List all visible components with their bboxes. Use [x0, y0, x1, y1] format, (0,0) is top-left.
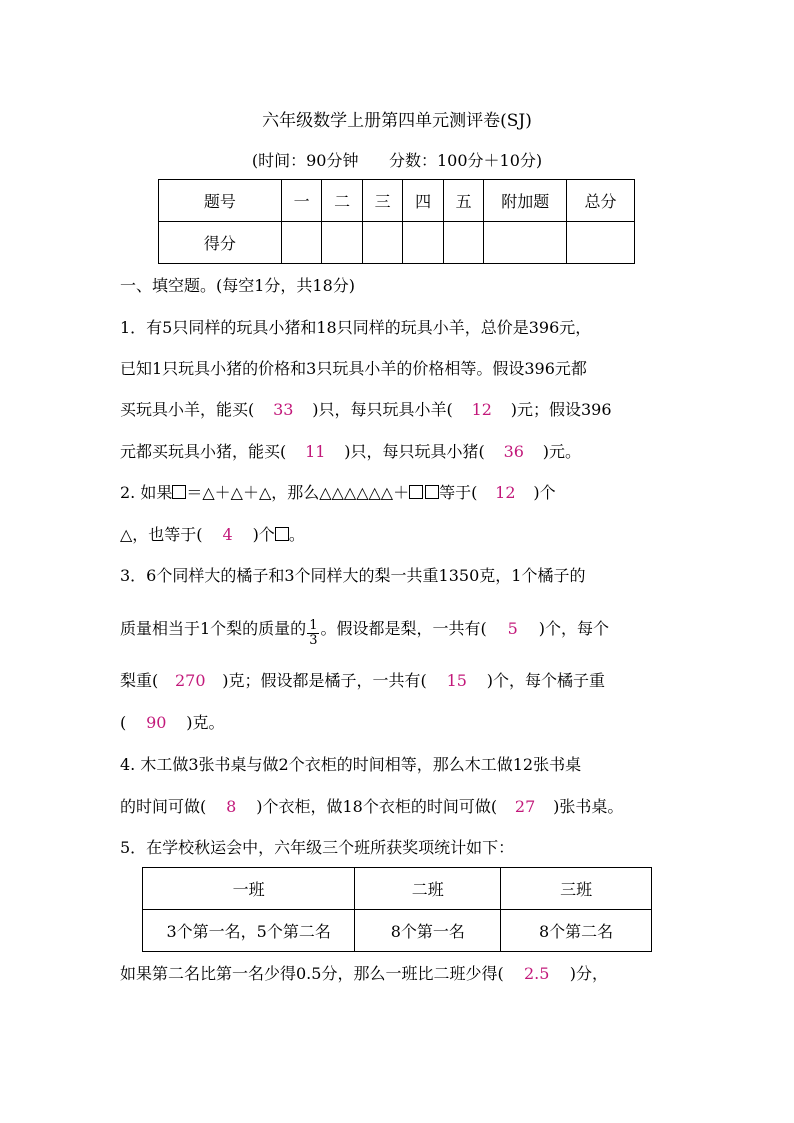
score-table: [158, 179, 635, 264]
text: )只，每只玩具小猪(: [344, 442, 485, 461]
text: )分，: [569, 964, 608, 983]
square-symbol: [425, 485, 439, 499]
score-cell: [403, 222, 444, 264]
question-2-line-2: [120, 523, 305, 547]
text: 如果第二名比第一名少得0.5分，那么一班比二班少得(: [120, 964, 504, 983]
score-cell: [362, 222, 403, 264]
question-4-line-2: [120, 795, 623, 819]
award-cell: 8个第二名: [501, 910, 652, 952]
text: )张书桌。: [553, 797, 624, 816]
text: )克。: [186, 713, 225, 732]
square-symbol: [409, 485, 423, 499]
fraction: [307, 619, 319, 648]
score-header-cell: 四: [403, 180, 444, 222]
award-header-cell: 二班: [355, 868, 501, 910]
score-row: [159, 222, 635, 264]
score-row-label: 得分: [159, 222, 282, 264]
answer: 4: [222, 525, 233, 544]
fraction-numerator: 1: [309, 618, 318, 633]
score-header-cell: 题号: [159, 180, 282, 222]
text: 2. 如果: [120, 483, 173, 502]
fraction-denominator: 3: [309, 633, 318, 648]
question-1-line-1: 1．有5只同样的玩具小猪和18只同样的玩具小羊，总价是396元，: [120, 318, 592, 337]
score-cell: [567, 222, 635, 264]
answer: 33: [273, 400, 294, 419]
score-cell: [281, 222, 322, 264]
text: 梨重(: [120, 671, 159, 690]
question-1-line-3: [120, 398, 612, 422]
text: 质量相当于1个梨的质量的: [120, 619, 307, 638]
score-header-cell: 二: [322, 180, 363, 222]
text: )克；假设都是橘子，一共有(: [222, 671, 427, 690]
award-header-cell: 一班: [143, 868, 355, 910]
text: (: [120, 713, 127, 732]
answer: 2.5: [523, 964, 550, 983]
text: )个，每个: [538, 619, 609, 638]
answer: 270: [174, 671, 206, 690]
text: )个，每个橘子重: [486, 671, 605, 690]
section-heading: 一、填空题。(每空1分，共18分): [120, 276, 356, 295]
question-2-line-1: [120, 481, 556, 505]
text: )个衣柜，做18个衣柜的时间可做(: [256, 797, 498, 816]
score-header-cell: 五: [443, 180, 484, 222]
award-cell: 3个第一名，5个第二名: [143, 910, 355, 952]
text: 。: [288, 525, 305, 544]
award-header-cell: 三班: [501, 868, 652, 910]
answer: 12: [471, 400, 492, 419]
answer: 11: [305, 442, 326, 461]
square-symbol: [172, 485, 186, 499]
score-cell: [443, 222, 484, 264]
award-row: [143, 910, 652, 952]
text: 等于(: [439, 483, 478, 502]
text: )个: [533, 483, 556, 502]
answer: 90: [146, 713, 167, 732]
answer: 15: [446, 671, 467, 690]
award-cell: 8个第一名: [355, 910, 501, 952]
exam-info: (时间：90分钟 分数：100分＋10分): [251, 151, 543, 170]
score-cell: [484, 222, 567, 264]
question-3-line-1: 3．6个同样大的橘子和3个同样大的梨一共重1350克，1个橘子的: [120, 566, 586, 585]
answer: 27: [514, 797, 536, 816]
text: ＝△＋△＋△，那么△△△△△△＋: [186, 483, 410, 502]
question-5-line-1: 5．在学校秋运会中，六年级三个班所获奖项统计如下：: [120, 838, 515, 857]
text: 买玩具小羊，能买(: [120, 400, 255, 419]
text: )只，每只玩具小羊(: [312, 400, 453, 419]
question-3-line-3: [120, 669, 605, 693]
award-header-row: [143, 868, 652, 910]
answer: 36: [503, 442, 524, 461]
square-symbol: [275, 527, 289, 541]
text: △，也等于(: [120, 525, 203, 544]
question-3-line-4: [120, 711, 225, 735]
text: )个: [252, 525, 275, 544]
text: 元都买玩具小猪，能买(: [120, 442, 287, 461]
answer: 8: [226, 797, 237, 816]
score-header-cell: 三: [362, 180, 403, 222]
score-header-cell: 一: [281, 180, 322, 222]
answer: 12: [495, 483, 516, 502]
page-title: 六年级数学上册第四单元测评卷(SJ): [262, 111, 532, 131]
question-5-line-2: [120, 962, 608, 986]
question-3-line-2: [120, 617, 609, 648]
score-header-cell: 附加题: [484, 180, 567, 222]
text: )元。: [542, 442, 581, 461]
question-4-line-1: 4. 木工做3张书桌与做2个衣柜的时间相等，那么木工做12张书桌: [120, 755, 582, 774]
text: )元；假设396: [510, 400, 612, 419]
text: 的时间可做(: [120, 797, 207, 816]
answer: 5: [507, 619, 518, 638]
score-header-cell: 总分: [567, 180, 635, 222]
award-table: [142, 867, 652, 952]
score-cell: [322, 222, 363, 264]
question-1-line-2: 已知1只玩具小猪的价格和3只玩具小羊的价格相等。假设396元都: [120, 359, 587, 378]
question-1-line-4: [120, 440, 581, 464]
text: 。假设都是梨，一共有(: [320, 619, 487, 638]
score-header-row: [159, 180, 635, 222]
